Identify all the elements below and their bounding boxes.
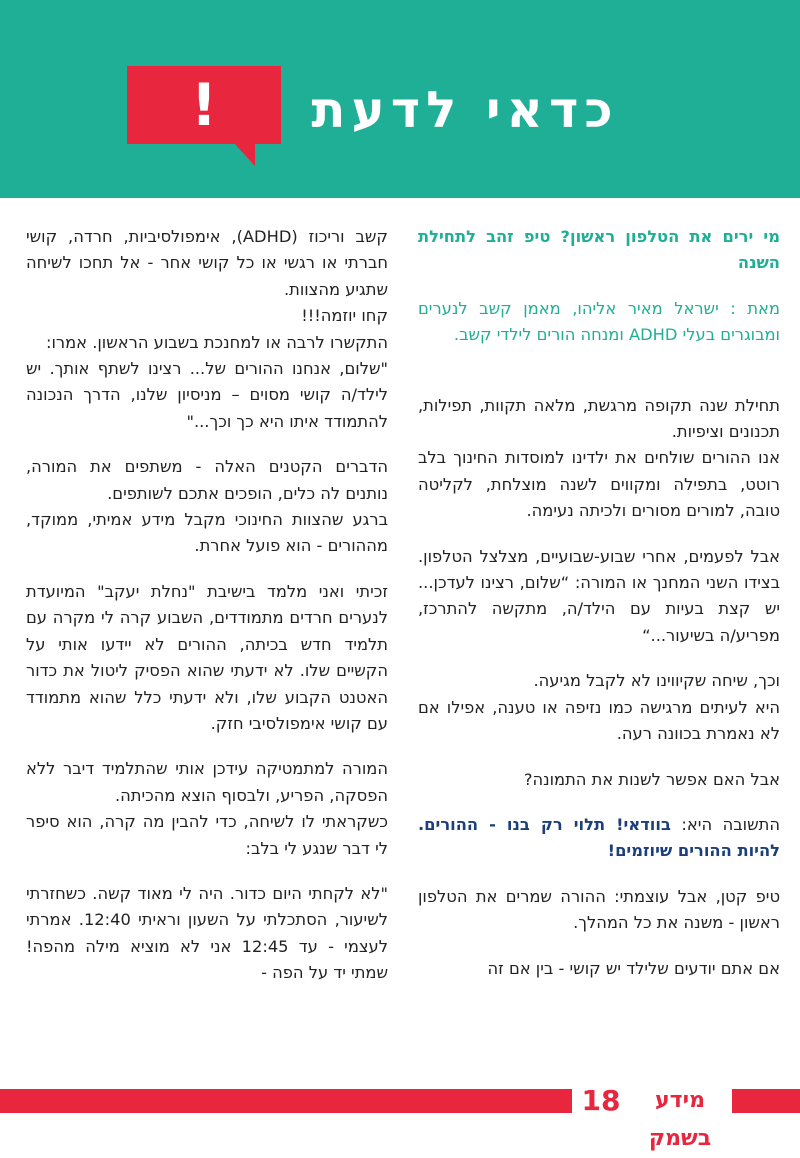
paragraph: אם אתם יודעים שלילד יש קושי - בין אם זה xyxy=(487,958,780,978)
paragraph: אבל האם אפשר לשנות את התמונה? xyxy=(523,769,780,789)
paragraph: אנו ההורים שולחים את ילדינו למוסדות החינוך בלב רוטט, בתפילה ומקווים לשנה מוצלחת, לקליטה טובה, למורים מסורים ולכיתה נעימה. xyxy=(418,448,780,521)
bubble-tail xyxy=(233,142,255,166)
paragraph: התקשרו לרבה או למחנכת בשבוע הראשון. אמרו: xyxy=(45,332,388,352)
tip-paragraph: טיפ קטן, אבל עוצמתי: ההורה שמרים את הטלפון ראשון - משנה את כל המהלך. xyxy=(418,886,780,933)
paragraph: היא לעיתים מרגישה כמו נזיפה או טענה, אפילו אם לא נאמרת בכוונה רעה. xyxy=(418,697,780,744)
answer-paragraph xyxy=(418,812,780,865)
answer-prefix: התשובה היא: xyxy=(670,814,780,834)
paragraph: כשקראתי לו לשיחה, כדי להבין מה קרה, הוא סיפר לי דבר שנגע לי בלב: xyxy=(26,812,388,858)
magazine-logo: מידע בשמק xyxy=(648,1088,712,1151)
paragraph: הדברים הקטנים האלה - משתפים את המורה, נותנים לה כלים, הופכים אתכם לשותפים. xyxy=(26,457,388,503)
paragraph: וכך, שיחה שקיווינו לא לקבל מגיעה. xyxy=(533,671,780,691)
answer-highlight: בוודאי! תלוי רק בנו - ההורים. להיות ההורים שיוזמים! xyxy=(418,814,780,861)
article-heading: מי ירים את הטלפון ראשון? טיפ זהב לתחילת השנה xyxy=(418,227,780,273)
article-column-left xyxy=(26,224,388,1064)
article-column-right xyxy=(418,224,780,1064)
exclamation-icon: ! xyxy=(190,71,218,139)
quote-paragraph: "לא לקחתי היום כדור. היה לי מאוד קשה. כשחזרתי לשיעור, הסתכלתי על השעון וראיתי 12:40. אמרתי לעצמי - עד 12:45 אני לא מוציא מילה מהפה! שמתי יד על הפה - xyxy=(26,883,388,983)
paragraph: קחו יוזמה!!! xyxy=(301,306,388,326)
paragraph: אבל לפעמים, אחרי שבוע-שבועיים, מצלצל הטלפון. בצידו השני המחנך או המורה: “שלום, רצינו לעדכן... יש קצת בעיות עם הילד/ה, מתקשה להתרכז, מפריע/ה בשיעור...“ xyxy=(418,546,780,645)
paragraph: תחילת שנה תקופה מרגשת, מלאה תקוות, תפילות, תכנונים וציפיות. xyxy=(418,395,780,442)
quote-paragraph: "שלום, אנחנו ההורים של... רצינו לשתף אותך. יש לילד/ה קושי מסוים – מניסיון שלנו, הדרך הנכונה להתמודד איתו היא כך וכך..." xyxy=(26,359,388,431)
paragraph: קשב וריכוז (ADHD), אימפולסיביות, חרדה, קושי חברתי או רגשי או כל קושי אחר - אל תחכו לשיחה שתגיע מהצוות. xyxy=(26,227,388,299)
paragraph: זכיתי ואני מלמד בישיבת "נחלת יעקב" המיועדת לנערים חרדים מתמודדים, השבוע קרה לי מקרה עם תלמיד חדש בכיתה, ההורים לא יידעו אותי על הקשיים שלו. לא ידעתי שהוא הפסיק ליטול את כדור האטנט הקבוע שלו, ולא ידעתי כלל שהוא מתמודד עם קושי אימפולסיבי חזק. xyxy=(26,581,388,733)
paragraph: המורה למתמטיקה עידכן אותי שהתלמיד דיבר ללא הפסקה, הפריע, ולבסוף הוצא מהכיתה. xyxy=(26,759,388,805)
page-number: 18 xyxy=(581,1084,621,1117)
page-title: כדאי לדעת xyxy=(311,81,619,139)
article-byline: מאת : ישראל מאיר אליהו, מאמן קשב לנערים ומבוגרים בעלי ADHD ומנחה הורים לילדי קשב. xyxy=(418,298,780,345)
paragraph: ברגע שהצוות החינוכי מקבל מידע אמיתי, ממוקד, מההורים - הוא פועל אחרת. xyxy=(26,510,388,556)
